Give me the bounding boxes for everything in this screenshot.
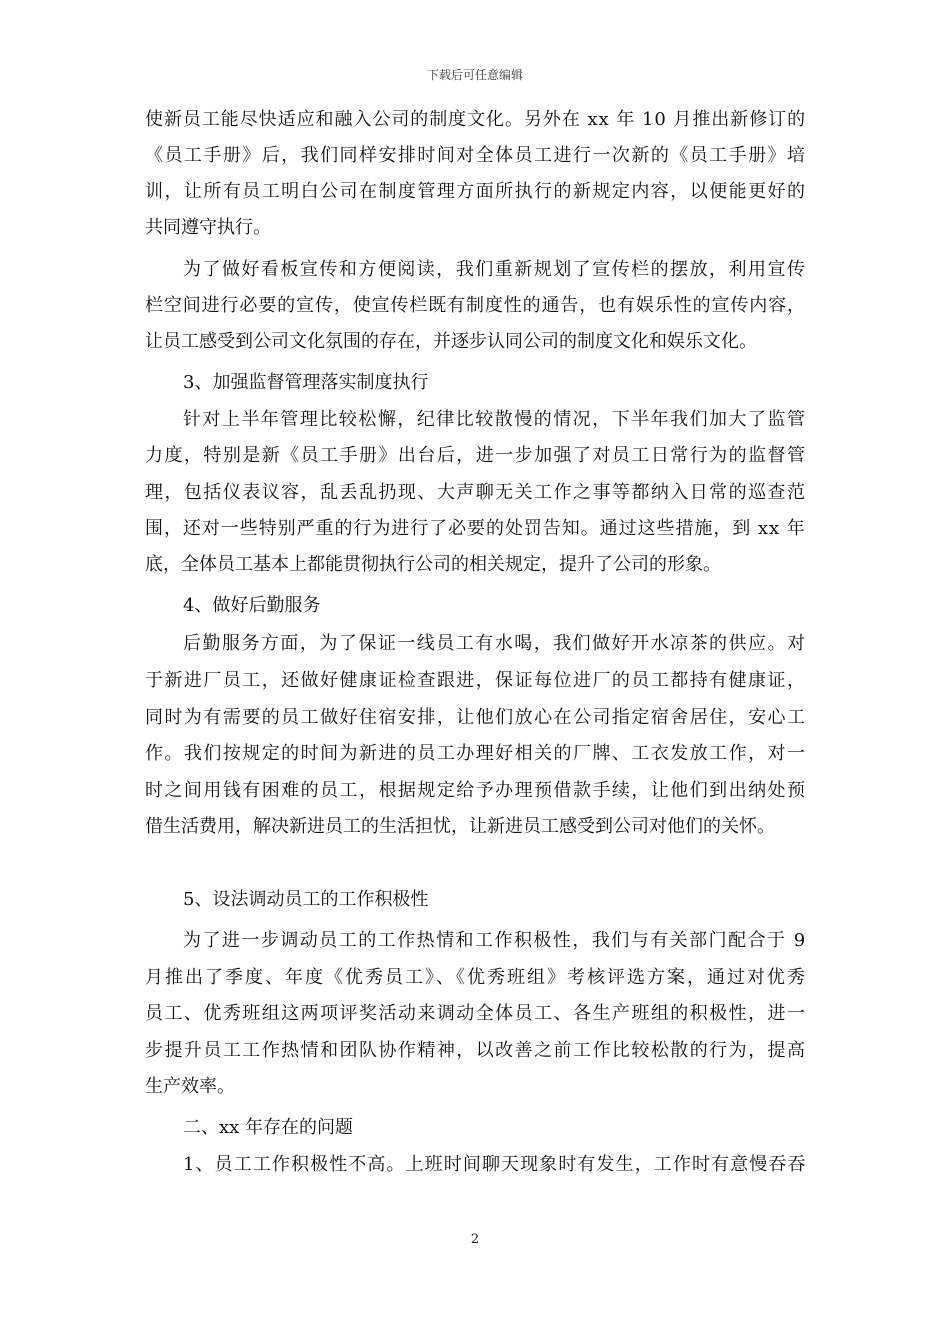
text-line: 3、加强监督管理落实制度执行 [183,372,429,393]
text-line: 理，包括仪表议容，乱丢乱扔现、大声聊无关工作之事等都纳入日常的巡查范 [145,482,807,503]
text-line: 5、设法调动员工的工作积极性 [183,889,429,910]
text-line: 作。我们按规定的时间为新进的员工办理好相关的厂牌、工衣发放工作，对一 [145,743,807,764]
text-line: 共同遵守执行。 [145,217,271,238]
text-line: 底，全体员工基本上都能贯彻执行公司的相关规定，提升了公司的形象。 [145,554,721,575]
text-line: 让员工感受到公司文化氛围的存在，并逐步认同公司的制度文化和娱乐文化。 [145,331,757,352]
text-line: 二、xx 年存在的问题 [183,1117,354,1138]
text-line: 1、员工工作积极性不高。上班时间聊天现象时有发生，工作时有意慢吞吞 [183,1154,807,1175]
text-line: 月推出了季度、年度《优秀员工》、《优秀班组》考核评选方案，通过对优秀 [145,967,807,988]
text-line: 步提升员工工作热情和团队协作精神，以改善之前工作比较松散的行为，提高 [145,1040,807,1061]
page-number: 2 [470,1232,480,1247]
text-line: 后勤服务方面，为了保证一线员工有水喝，我们做好开水凉茶的供应。对 [183,633,807,654]
text-line: 为了做好看板宣传和方便阅读，我们重新规划了宣传栏的摆放，利用宣传 [183,259,807,280]
text-line: 生产效率。 [145,1076,235,1097]
text-line: 栏空间进行必要的宣传，使宣传栏既有制度性的通告，也有娱乐性的宣传内容， [145,295,806,316]
text-line: 员工、优秀班组这两项评奖活动来调动全体员工、各生产班组的积极性，进一 [145,1003,807,1024]
text-line: 同时为有需要的员工做好住宿安排，让他们放心在公司指定宿舍居住，安心工 [145,707,807,728]
text-line: 4、做好后勤服务 [183,595,321,616]
text-line: 时之间用钱有困难的员工，根据规定给予办理预借款手续，让他们到出纳处预 [145,780,807,801]
text-line: 《员工手册》后，我们同样安排时间对全体员工进行一次新的《员工手册》培 [145,145,807,166]
text-line: 为了进一步调动员工的工作热情和工作积极性，我们与有关部门配合于 9 [183,930,807,951]
text-line: 针对上半年管理比较松懈，纪律比较散慢的情况，下半年我们加大了监管 [183,409,807,430]
text-line: 训，让所有员工明白公司在制度管理方面所执行的新规定内容，以便能更好的 [145,181,807,202]
text-line: 借生活费用，解决新进员工的生活担忧，让新进员工感受到公司对他们的关怀。 [145,816,775,837]
text-line: 使新员工能尽快适应和融入公司的制度文化。另外在 xx 年 10 月推出新修订的 [145,109,807,130]
text-line: 力度，特别是新《员工手册》出台后，进一步加强了对员工日常行为的监督管 [145,445,807,466]
page-header: 下载后可任意编辑 [426,68,523,82]
text-line: 于新进厂员工，还做好健康证检查跟进，保证每位进厂的员工都持有健康证， [145,670,807,691]
text-line: 围，还对一些特别严重的行为进行了必要的处罚告知。通过这些措施，到 xx 年 [145,518,806,539]
